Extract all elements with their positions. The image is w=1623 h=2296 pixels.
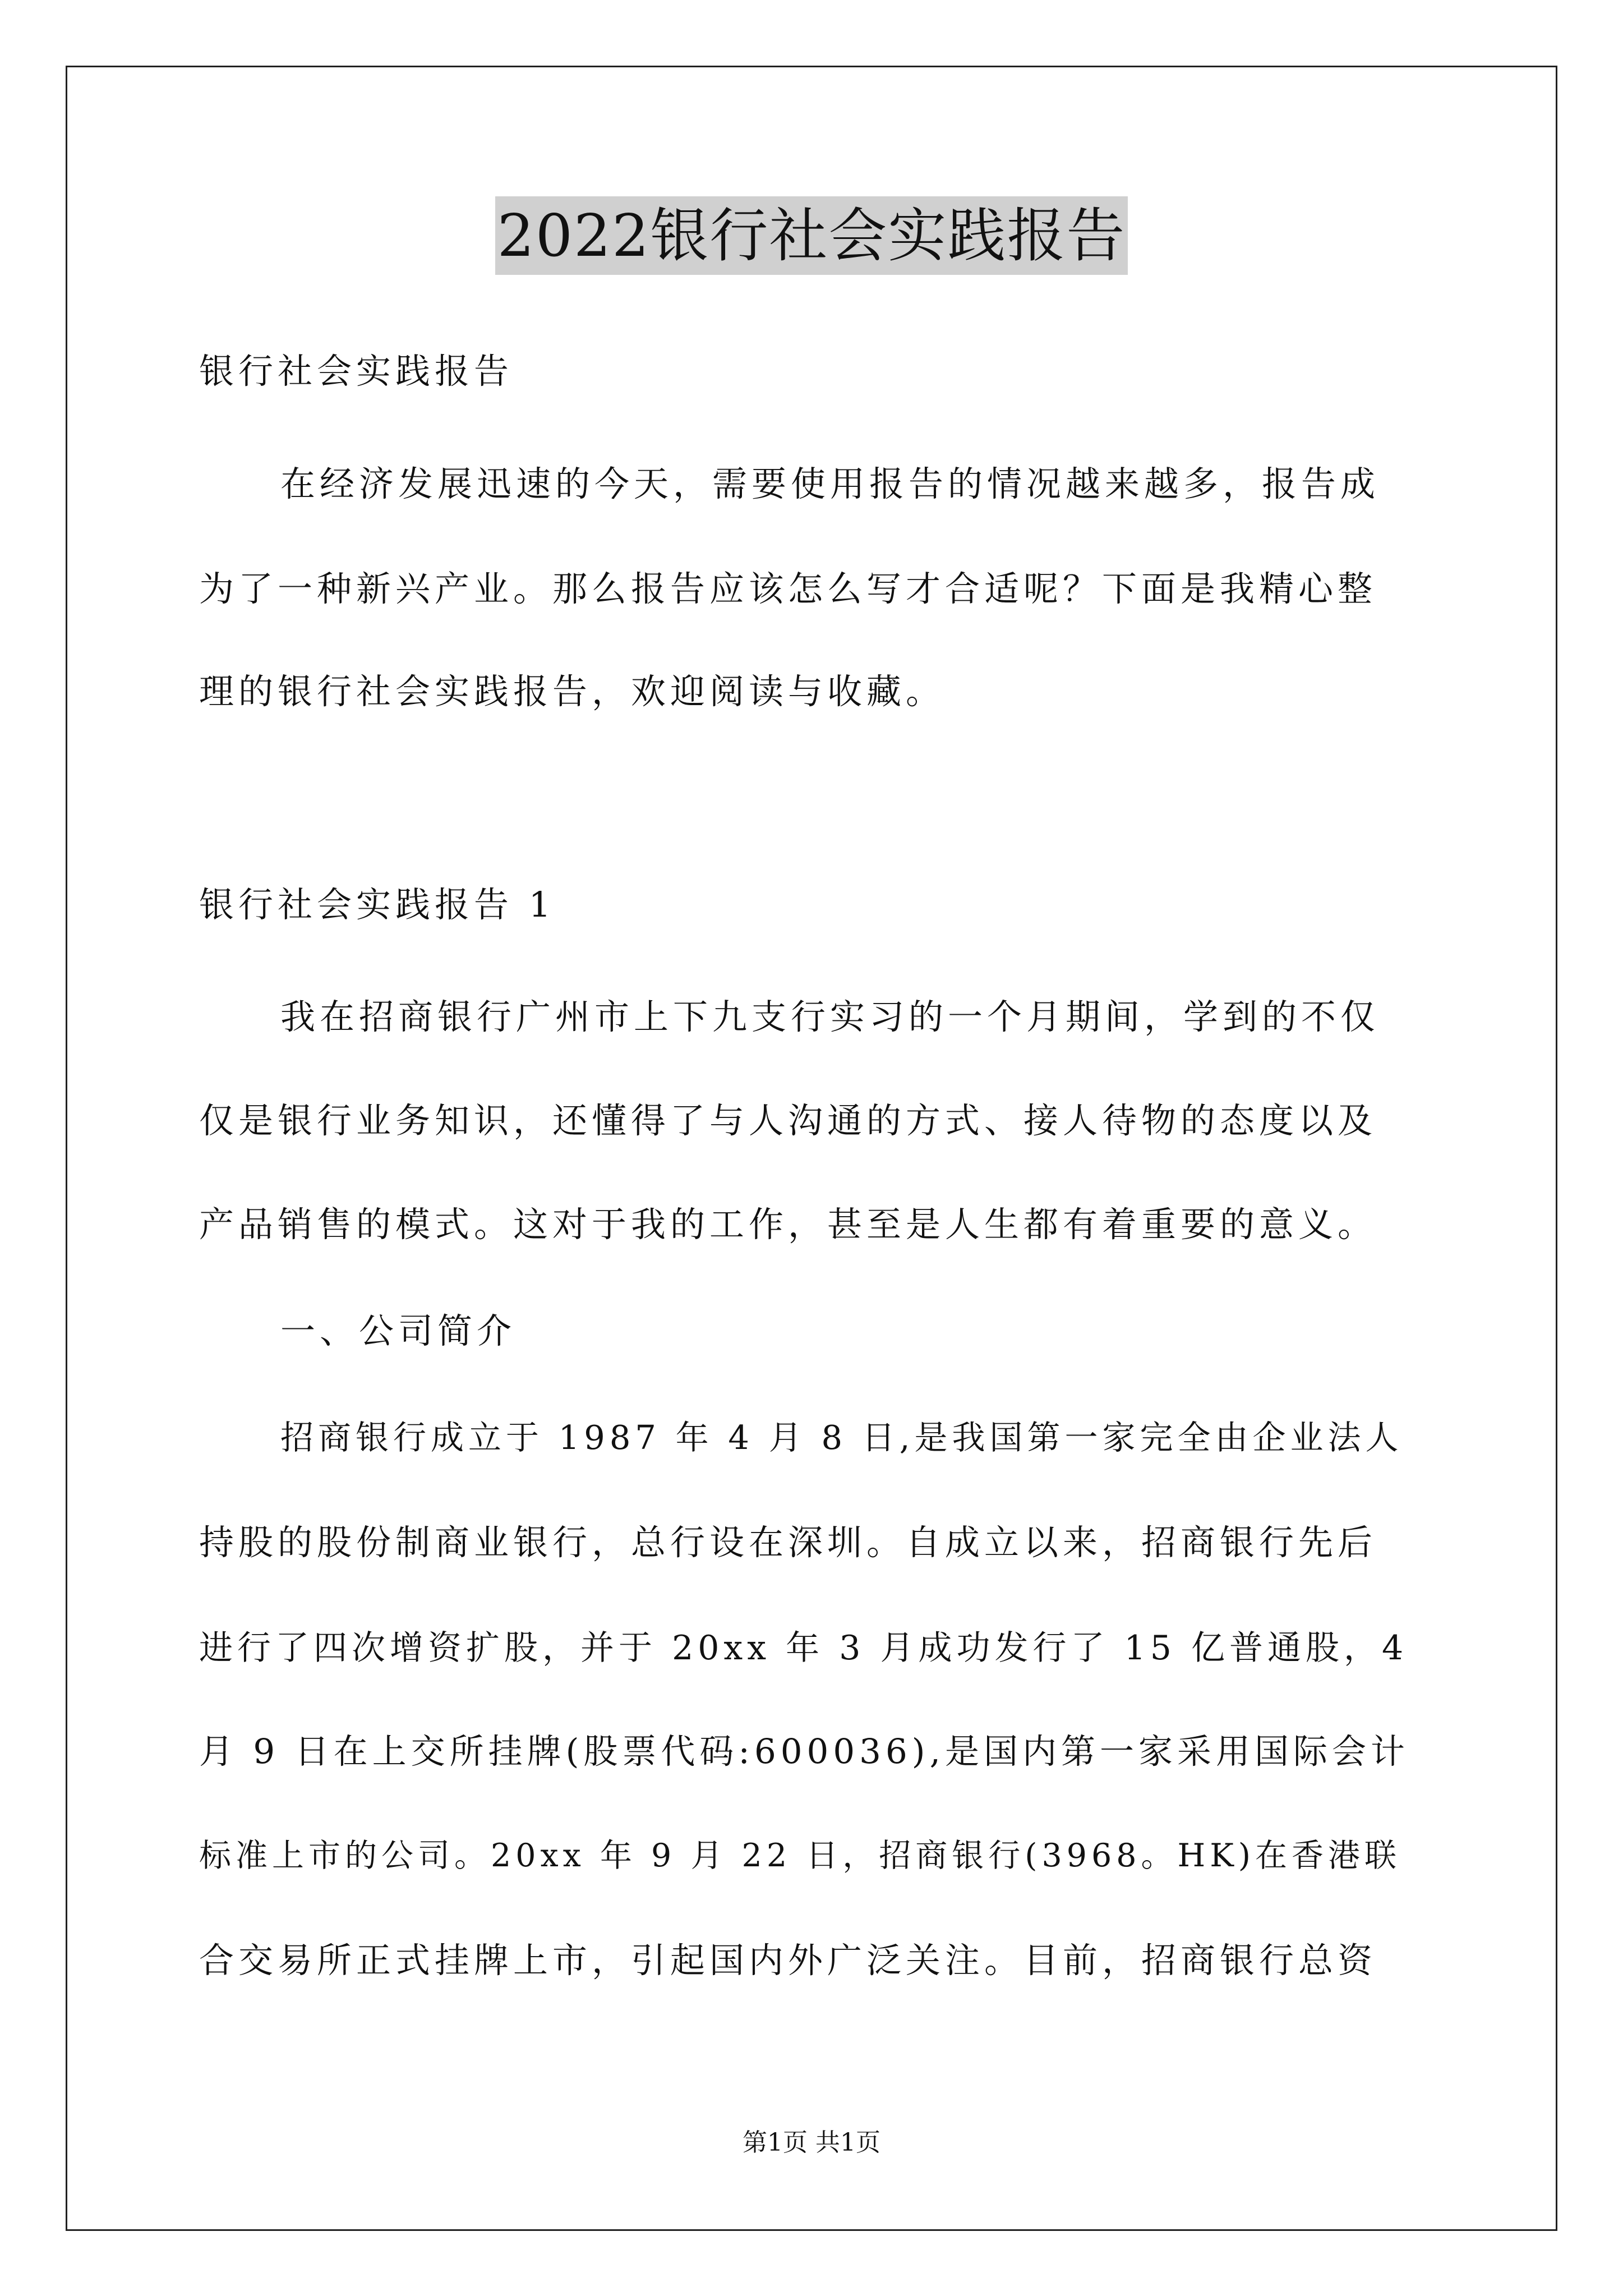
paragraph-line: 招商银行成立于 1987 年 4 月 8 日,是我国第一家完全由企业法人 (280, 1418, 1403, 1457)
section-heading: 银行社会实践报告 (199, 351, 514, 392)
paragraph-line: 理的银行社会实践报告，欢迎阅读与收藏。 (199, 671, 946, 712)
document-title: 2022银行社会实践报告 (495, 196, 1128, 275)
paragraph-line: 标准上市的公司。20xx 年 9 月 22 日，招商银行(3968。HK)在香港联 (199, 1837, 1401, 1874)
page-footer: 第1页 共1页 (743, 2128, 880, 2157)
paragraph-line: 为了一种新兴产业。那么报告应该怎么写才合适呢？下面是我精心整 (199, 568, 1377, 609)
paragraph-line: 我在招商银行广州市上下九支行实习的一个月期间，学到的不仅 (280, 996, 1380, 1037)
paragraph-line: 在经济发展迅速的今天，需要使用报告的情况越来越多，报告成 (280, 463, 1380, 504)
paragraph-line: 月 9 日在上交所挂牌(股票代码:600036),是国内第一家采用国际会计 (199, 1732, 1409, 1772)
paragraph-line: 持股的股份制商业银行，总行设在深圳。自成立以来，招商银行先后 (199, 1522, 1377, 1563)
subsection-heading: 一、公司简介 (280, 1310, 517, 1351)
paragraph-line: 合交易所正式挂牌上市，引起国内外广泛关注。目前，招商银行总资 (199, 1940, 1377, 1981)
paragraph-line: 进行了四次增资扩股，并于 20xx 年 3 月成功发行了 15 亿普通股，4 (199, 1628, 1408, 1668)
paragraph-line: 产品销售的模式。这对于我的工作，甚至是人生都有着重要的意义。 (199, 1204, 1377, 1245)
title-container (0, 196, 1623, 275)
section-heading: 银行社会实践报告 1 (199, 884, 556, 925)
paragraph-line: 仅是银行业务知识，还懂得了与人沟通的方式、接人待物的态度以及 (199, 1100, 1377, 1141)
